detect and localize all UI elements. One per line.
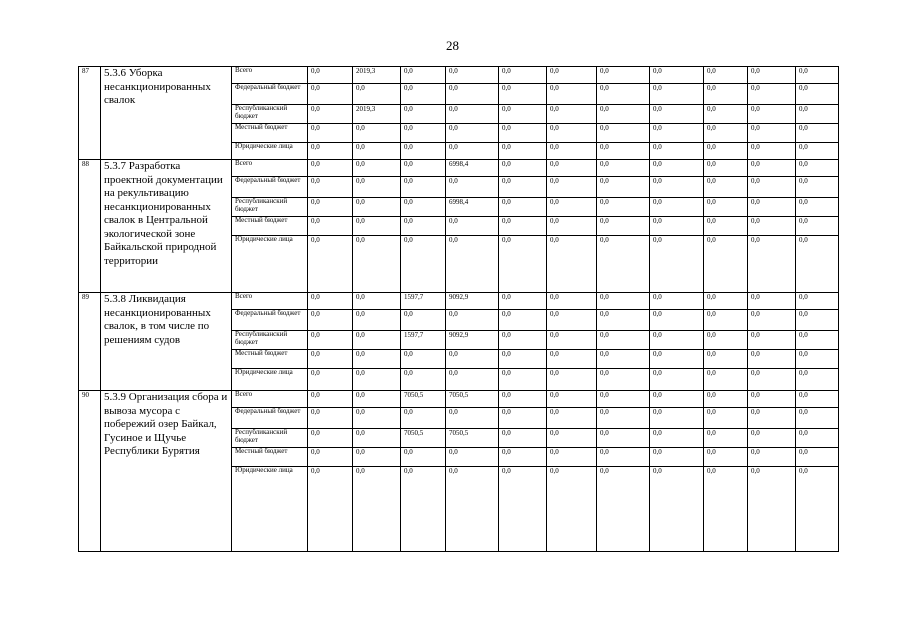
value-cell: 0,0	[446, 350, 499, 369]
funding-source: Местный бюджет	[232, 350, 308, 369]
value-cell: 0,0	[353, 293, 401, 310]
value-cell: 0,0	[796, 369, 839, 391]
value-cell: 0,0	[499, 217, 547, 236]
value-cell: 0,0	[401, 198, 446, 217]
row-number: 88	[79, 160, 101, 293]
value-cell: 7050,5	[446, 429, 499, 448]
value-cell: 0,0	[597, 391, 650, 408]
value-cell: 0,0	[748, 369, 796, 391]
value-cell: 0,0	[597, 217, 650, 236]
value-cell: 0,0	[597, 448, 650, 467]
value-cell: 0,0	[547, 143, 597, 160]
funding-source: Местный бюджет	[232, 448, 308, 467]
value-cell: 0,0	[499, 293, 547, 310]
value-cell: 0,0	[308, 198, 353, 217]
value-cell: 2019,3	[353, 67, 401, 84]
value-cell: 0,0	[308, 293, 353, 310]
funding-source: Республиканский бюджет	[232, 198, 308, 217]
value-cell: 0,0	[650, 177, 704, 198]
value-cell: 0,0	[597, 331, 650, 350]
value-cell: 0,0	[446, 408, 499, 429]
value-cell: 0,0	[796, 448, 839, 467]
value-cell: 0,0	[353, 177, 401, 198]
value-cell: 0,0	[748, 177, 796, 198]
value-cell: 0,0	[499, 391, 547, 408]
value-cell: 0,0	[353, 448, 401, 467]
value-cell: 0,0	[499, 236, 547, 293]
value-cell: 0,0	[704, 310, 748, 331]
value-cell: 0,0	[547, 429, 597, 448]
value-cell: 9092,9	[446, 293, 499, 310]
value-cell: 0,0	[704, 448, 748, 467]
value-cell: 0,0	[353, 217, 401, 236]
value-cell: 0,0	[401, 160, 446, 177]
value-cell: 0,0	[650, 217, 704, 236]
value-cell: 0,0	[353, 143, 401, 160]
value-cell: 0,0	[308, 310, 353, 331]
value-cell: 0,0	[547, 84, 597, 105]
value-cell: 0,0	[308, 350, 353, 369]
value-cell: 0,0	[446, 448, 499, 467]
value-cell: 0,0	[401, 177, 446, 198]
value-cell: 0,0	[446, 310, 499, 331]
value-cell: 0,0	[796, 467, 839, 552]
value-cell: 0,0	[650, 391, 704, 408]
value-cell: 0,0	[704, 408, 748, 429]
funding-source: Республиканский бюджет	[232, 331, 308, 350]
value-cell: 1597,7	[401, 331, 446, 350]
value-cell: 0,0	[597, 350, 650, 369]
activity-title: 5.3.8 Ликвидация несанкционированных свалок, в том числе по решениям судов	[101, 293, 232, 391]
value-cell: 0,0	[748, 217, 796, 236]
value-cell: 0,0	[547, 293, 597, 310]
value-cell: 0,0	[704, 467, 748, 552]
page-number: 28	[446, 38, 459, 53]
activity-title: 5.3.6 Уборка несанкционированных свалок	[101, 67, 232, 160]
value-cell: 0,0	[547, 467, 597, 552]
value-cell: 0,0	[704, 67, 748, 84]
value-cell: 0,0	[401, 350, 446, 369]
value-cell: 0,0	[748, 160, 796, 177]
value-cell: 0,0	[704, 350, 748, 369]
value-cell: 0,0	[401, 236, 446, 293]
value-cell: 0,0	[650, 160, 704, 177]
value-cell: 1597,7	[401, 293, 446, 310]
value-cell: 0,0	[650, 236, 704, 293]
value-cell: 0,0	[308, 177, 353, 198]
value-cell: 0,0	[308, 408, 353, 429]
funding-source: Федеральный бюджет	[232, 177, 308, 198]
value-cell: 0,0	[499, 467, 547, 552]
value-cell: 0,0	[353, 310, 401, 331]
value-cell: 0,0	[547, 177, 597, 198]
value-cell: 0,0	[796, 331, 839, 350]
value-cell: 0,0	[796, 391, 839, 408]
value-cell: 0,0	[446, 143, 499, 160]
value-cell: 0,0	[446, 124, 499, 143]
value-cell: 0,0	[650, 84, 704, 105]
value-cell: 0,0	[353, 84, 401, 105]
value-cell: 0,0	[796, 198, 839, 217]
value-cell: 0,0	[650, 67, 704, 84]
funding-source: Юридические лица	[232, 369, 308, 391]
value-cell: 0,0	[547, 310, 597, 331]
value-cell: 0,0	[499, 105, 547, 124]
value-cell: 0,0	[597, 198, 650, 217]
value-cell: 0,0	[499, 350, 547, 369]
funding-source: Республиканский бюджет	[232, 105, 308, 124]
value-cell: 0,0	[353, 350, 401, 369]
value-cell: 0,0	[401, 124, 446, 143]
value-cell: 0,0	[650, 369, 704, 391]
value-cell: 0,0	[547, 124, 597, 143]
value-cell: 0,0	[499, 84, 547, 105]
value-cell: 0,0	[748, 408, 796, 429]
value-cell: 0,0	[650, 429, 704, 448]
value-cell: 0,0	[547, 236, 597, 293]
value-cell: 0,0	[308, 236, 353, 293]
value-cell: 0,0	[401, 369, 446, 391]
value-cell: 0,0	[401, 310, 446, 331]
value-cell: 0,0	[650, 293, 704, 310]
value-cell: 0,0	[704, 236, 748, 293]
value-cell: 9092,9	[446, 331, 499, 350]
value-cell: 0,0	[704, 331, 748, 350]
value-cell: 0,0	[650, 105, 704, 124]
value-cell: 0,0	[704, 160, 748, 177]
value-cell: 0,0	[650, 467, 704, 552]
value-cell: 0,0	[353, 160, 401, 177]
funding-source: Местный бюджет	[232, 217, 308, 236]
value-cell: 0,0	[704, 143, 748, 160]
value-cell: 0,0	[796, 350, 839, 369]
value-cell: 2019,3	[353, 105, 401, 124]
value-cell: 0,0	[308, 160, 353, 177]
funding-source: Всего	[232, 160, 308, 177]
value-cell: 0,0	[597, 84, 650, 105]
table-row	[79, 160, 839, 177]
value-cell: 0,0	[704, 217, 748, 236]
value-cell: 0,0	[401, 84, 446, 105]
value-cell: 0,0	[547, 217, 597, 236]
value-cell: 0,0	[748, 143, 796, 160]
value-cell: 0,0	[547, 448, 597, 467]
table-row	[79, 67, 839, 84]
value-cell: 0,0	[499, 160, 547, 177]
value-cell: 0,0	[308, 331, 353, 350]
row-number: 89	[79, 293, 101, 391]
value-cell: 0,0	[547, 369, 597, 391]
value-cell: 0,0	[401, 105, 446, 124]
value-cell: 0,0	[499, 67, 547, 84]
value-cell: 0,0	[308, 67, 353, 84]
value-cell: 0,0	[796, 429, 839, 448]
value-cell: 0,0	[704, 198, 748, 217]
value-cell: 0,0	[748, 124, 796, 143]
value-cell: 0,0	[353, 391, 401, 408]
value-cell: 0,0	[650, 408, 704, 429]
value-cell: 0,0	[446, 217, 499, 236]
value-cell: 0,0	[353, 236, 401, 293]
value-cell: 0,0	[446, 67, 499, 84]
value-cell: 0,0	[308, 84, 353, 105]
value-cell: 0,0	[401, 143, 446, 160]
value-cell: 0,0	[401, 67, 446, 84]
value-cell: 0,0	[796, 160, 839, 177]
value-cell: 0,0	[401, 448, 446, 467]
value-cell: 0,0	[650, 143, 704, 160]
value-cell: 0,0	[308, 124, 353, 143]
value-cell: 0,0	[748, 198, 796, 217]
funding-source: Местный бюджет	[232, 124, 308, 143]
value-cell: 0,0	[547, 160, 597, 177]
value-cell: 0,0	[401, 217, 446, 236]
value-cell: 0,0	[353, 408, 401, 429]
value-cell: 0,0	[796, 177, 839, 198]
value-cell: 0,0	[650, 310, 704, 331]
row-number: 87	[79, 67, 101, 160]
value-cell: 0,0	[650, 448, 704, 467]
value-cell: 0,0	[796, 67, 839, 84]
value-cell: 0,0	[704, 177, 748, 198]
value-cell: 0,0	[796, 408, 839, 429]
value-cell: 0,0	[499, 198, 547, 217]
value-cell: 0,0	[748, 84, 796, 105]
value-cell: 0,0	[597, 310, 650, 331]
value-cell: 0,0	[650, 350, 704, 369]
value-cell: 0,0	[446, 369, 499, 391]
value-cell: 0,0	[597, 369, 650, 391]
value-cell: 0,0	[748, 67, 796, 84]
value-cell: 0,0	[308, 429, 353, 448]
value-cell: 0,0	[704, 84, 748, 105]
value-cell: 0,0	[597, 67, 650, 84]
value-cell: 0,0	[547, 331, 597, 350]
value-cell: 0,0	[597, 408, 650, 429]
value-cell: 0,0	[796, 124, 839, 143]
funding-source: Юридические лица	[232, 236, 308, 293]
value-cell: 0,0	[308, 143, 353, 160]
row-number: 90	[79, 391, 101, 552]
value-cell: 0,0	[597, 143, 650, 160]
value-cell: 0,0	[353, 369, 401, 391]
value-cell: 0,0	[796, 84, 839, 105]
value-cell: 7050,5	[401, 429, 446, 448]
value-cell: 0,0	[499, 331, 547, 350]
value-cell: 0,0	[704, 293, 748, 310]
value-cell: 0,0	[353, 429, 401, 448]
value-cell: 0,0	[650, 198, 704, 217]
value-cell: 0,0	[401, 467, 446, 552]
value-cell: 0,0	[499, 448, 547, 467]
value-cell: 0,0	[401, 408, 446, 429]
funding-source: Федеральный бюджет	[232, 84, 308, 105]
value-cell: 0,0	[353, 198, 401, 217]
value-cell: 0,0	[748, 331, 796, 350]
value-cell: 0,0	[748, 236, 796, 293]
value-cell: 0,0	[796, 105, 839, 124]
value-cell: 0,0	[499, 429, 547, 448]
value-cell: 0,0	[748, 467, 796, 552]
budget-table	[78, 66, 839, 552]
value-cell: 0,0	[704, 369, 748, 391]
funding-source: Республиканский бюджет	[232, 429, 308, 448]
value-cell: 0,0	[353, 124, 401, 143]
value-cell: 0,0	[353, 331, 401, 350]
value-cell: 7050,5	[446, 391, 499, 408]
value-cell: 0,0	[499, 143, 547, 160]
value-cell: 0,0	[597, 236, 650, 293]
value-cell: 0,0	[547, 408, 597, 429]
value-cell: 0,0	[704, 429, 748, 448]
funding-source: Федеральный бюджет	[232, 310, 308, 331]
funding-source: Всего	[232, 391, 308, 408]
value-cell: 0,0	[597, 293, 650, 310]
value-cell: 0,0	[547, 391, 597, 408]
value-cell: 6998,4	[446, 160, 499, 177]
value-cell: 0,0	[446, 467, 499, 552]
value-cell: 0,0	[796, 217, 839, 236]
value-cell: 0,0	[650, 331, 704, 350]
funding-source: Всего	[232, 293, 308, 310]
value-cell: 0,0	[597, 105, 650, 124]
value-cell: 0,0	[748, 391, 796, 408]
value-cell: 0,0	[597, 160, 650, 177]
value-cell: 7050,5	[401, 391, 446, 408]
value-cell: 0,0	[547, 67, 597, 84]
value-cell: 0,0	[704, 391, 748, 408]
value-cell: 0,0	[499, 177, 547, 198]
activity-title: 5.3.7 Разработка проектной документации на рекультивацию несанкционированных свалок в Центральной экологической зоне Байкальской природной территории	[101, 160, 232, 293]
value-cell: 0,0	[308, 448, 353, 467]
value-cell: 0,0	[353, 467, 401, 552]
value-cell: 0,0	[796, 236, 839, 293]
value-cell: 0,0	[446, 84, 499, 105]
value-cell: 0,0	[499, 408, 547, 429]
value-cell: 0,0	[446, 236, 499, 293]
value-cell: 0,0	[650, 124, 704, 143]
value-cell: 0,0	[446, 105, 499, 124]
value-cell: 0,0	[748, 105, 796, 124]
value-cell: 0,0	[547, 350, 597, 369]
value-cell: 0,0	[308, 467, 353, 552]
table-row	[79, 293, 839, 310]
value-cell: 0,0	[308, 369, 353, 391]
value-cell: 0,0	[499, 310, 547, 331]
value-cell: 0,0	[748, 293, 796, 310]
value-cell: 0,0	[748, 350, 796, 369]
funding-source: Юридические лица	[232, 467, 308, 552]
table-row	[79, 391, 839, 408]
value-cell: 0,0	[597, 177, 650, 198]
value-cell: 0,0	[547, 198, 597, 217]
activity-title: 5.3.9 Организация сбора и вывоза мусора с побережий озер Байкал, Гусиное и Щучье Республики Бурятия	[101, 391, 232, 552]
value-cell: 0,0	[308, 217, 353, 236]
value-cell: 0,0	[796, 293, 839, 310]
value-cell: 0,0	[499, 124, 547, 143]
value-cell: 6998,4	[446, 198, 499, 217]
value-cell: 0,0	[748, 429, 796, 448]
funding-source: Всего	[232, 67, 308, 84]
value-cell: 0,0	[704, 124, 748, 143]
value-cell: 0,0	[308, 105, 353, 124]
value-cell: 0,0	[547, 105, 597, 124]
value-cell: 0,0	[597, 124, 650, 143]
value-cell: 0,0	[446, 177, 499, 198]
funding-source: Федеральный бюджет	[232, 408, 308, 429]
value-cell: 0,0	[748, 448, 796, 467]
value-cell: 0,0	[796, 310, 839, 331]
value-cell: 0,0	[597, 429, 650, 448]
value-cell: 0,0	[748, 310, 796, 331]
value-cell: 0,0	[796, 143, 839, 160]
value-cell: 0,0	[597, 467, 650, 552]
value-cell: 0,0	[704, 105, 748, 124]
funding-source: Юридические лица	[232, 143, 308, 160]
value-cell: 0,0	[308, 391, 353, 408]
value-cell: 0,0	[499, 369, 547, 391]
